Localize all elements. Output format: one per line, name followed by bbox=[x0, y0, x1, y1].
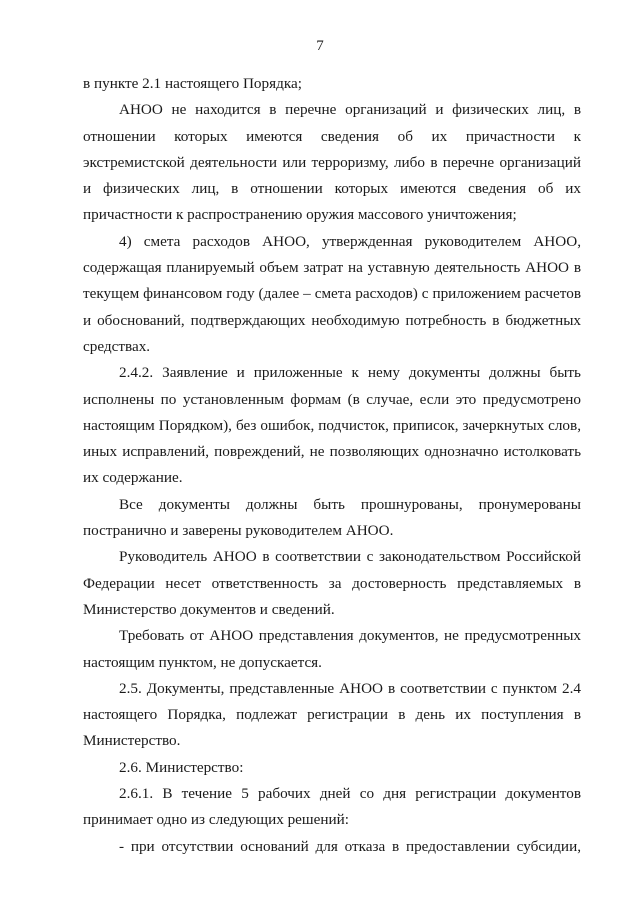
paragraph-1: в пункте 2.1 настоящего Порядка; bbox=[83, 75, 302, 92]
paragraph-2: АНОО не находится в перечне организаций и физических лиц, в отношении которых имеются сведения об их причастности к экстремистской деятельности или терроризму, либо в перечне организаций и физических лиц, в отношении которых имеются сведения об их причастности к распространению оружия массового уничтожения; bbox=[83, 101, 581, 224]
paragraph-10: 2.6.1. В течение 5 рабочих дней со дня регистрации документов принимает одно из следующих решений: bbox=[83, 785, 581, 829]
paragraph-3: 4) смета расходов АНОО, утвержденная руководителем АНОО, содержащая планируемый объем затрат на уставную деятельность АНОО в текущем финансовом году (далее – смета расходов) с приложением расчетов и обоснований, подтверждающих необходимую потребность в бюджетных средствах. bbox=[83, 232, 581, 355]
paragraph-4: 2.4.2. Заявление и приложенные к нему документы должны быть исполнены по установленным формам (в случае, если это предусмотрено настоящим Порядком), без ошибок, подчисток, приписок, зачеркнутых слов, иных исправлений, повреждений, не позволяющих однозначно истолковать их содержание. bbox=[83, 364, 581, 487]
paragraph-6: Руководитель АНОО в соответствии с законодательством Российской Федерации несет ответственность за достоверность представляемых в Министерство документов и сведений. bbox=[83, 548, 581, 618]
paragraph-11: - при отсутствии оснований для отказа в предоставлении субсидии, bbox=[119, 837, 581, 855]
paragraph-5: Все документы должны быть прошнурованы, пронумерованы постранично и заверены руководителем АНОО. bbox=[83, 495, 581, 540]
document-body bbox=[83, 71, 581, 860]
paragraph-7: Требовать от АНОО представления документов, не предусмотренных настоящим пунктом, не допускается. bbox=[83, 627, 581, 671]
page-number: 7 bbox=[316, 38, 324, 54]
paragraph-9: 2.6. Министерство: bbox=[119, 758, 244, 776]
paragraph-8: 2.5. Документы, представленные АНОО в соответствии с пунктом 2.4 настоящего Порядка, подлежат регистрации в день их поступления в Министерство. bbox=[83, 679, 581, 750]
